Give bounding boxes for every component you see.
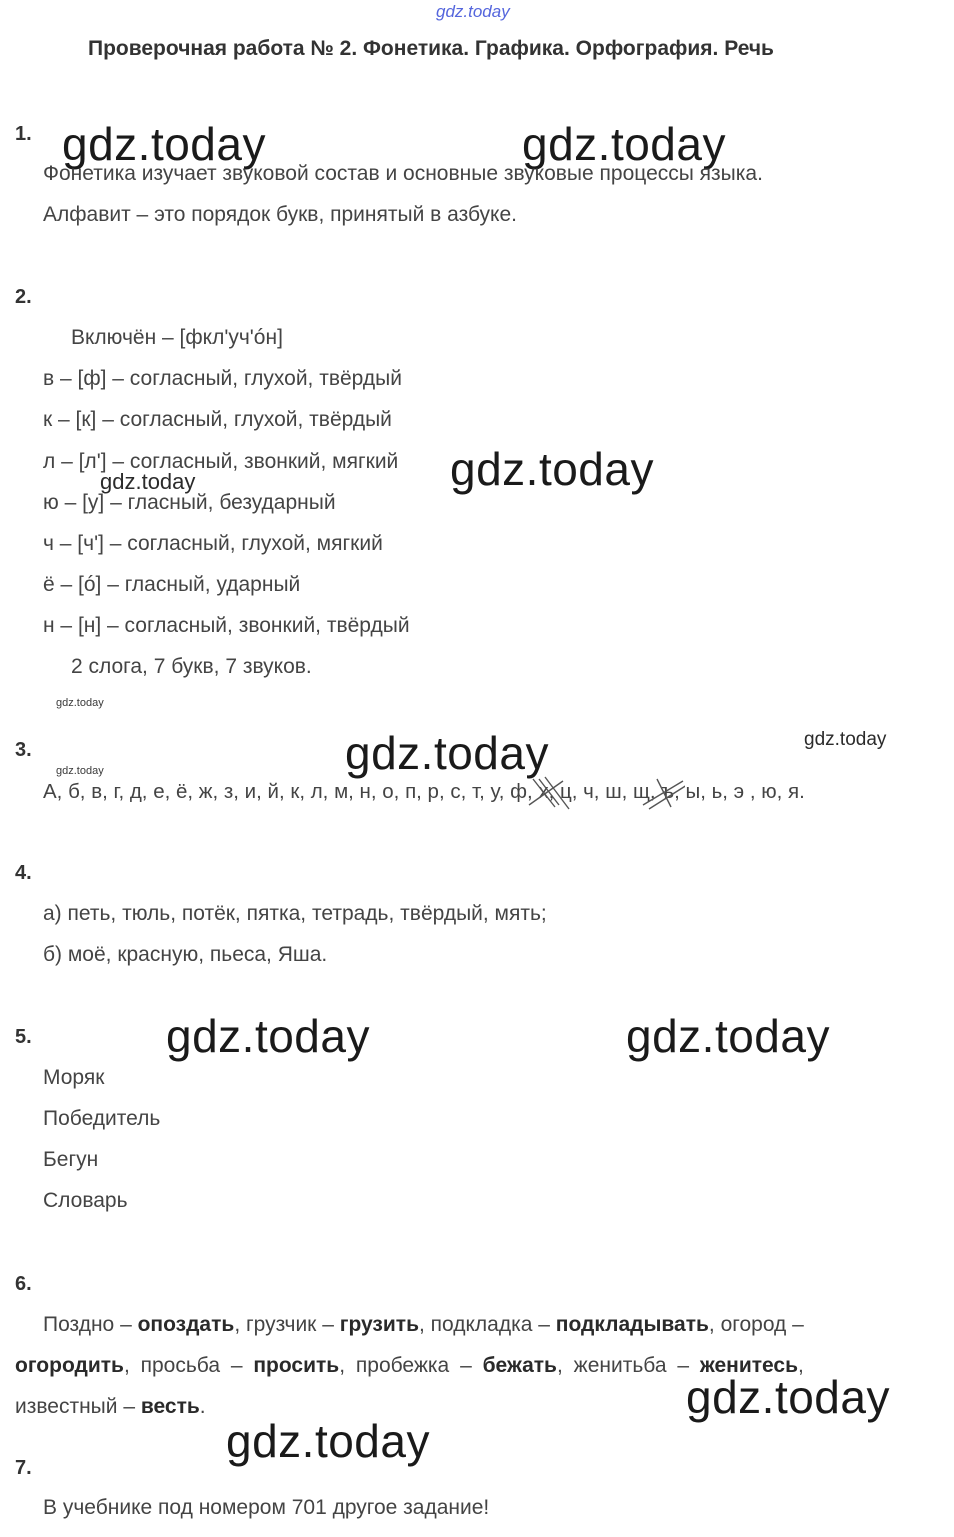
answer-word: просить xyxy=(253,1354,340,1377)
watermark: gdz.today xyxy=(226,1415,430,1467)
answer-word: грузить xyxy=(339,1313,419,1336)
watermark: gdz.today xyxy=(345,727,549,779)
watermark: gdz.today xyxy=(166,1010,370,1062)
task5-word: Победитель xyxy=(43,1107,161,1130)
task6-line-1 xyxy=(43,1313,804,1337)
answer-word: огородить xyxy=(15,1354,124,1377)
text: , пробежка – xyxy=(339,1354,483,1377)
task2-line: л – [л'] – согласный, звонкий, мягкий xyxy=(43,450,399,473)
task7-text: В учебнике под номером 701 другое задание! xyxy=(43,1496,490,1519)
task2-summary: 2 слога, 7 букв, 7 звуков. xyxy=(71,655,312,678)
task1-line: Алфавит – это порядок букв, принятый в азбуке. xyxy=(43,203,517,226)
crossed-out-letters xyxy=(525,775,685,815)
text: Поздно – xyxy=(43,1313,138,1336)
text: , женитьба – xyxy=(556,1354,700,1377)
task1-line: Фонетика изучает звуковой состав и основные звуковые процессы языка. xyxy=(43,162,763,185)
text: , подкладка – xyxy=(418,1313,556,1336)
task-number-7: 7. xyxy=(15,1457,32,1479)
text: . xyxy=(199,1395,206,1418)
task2-line: в – [ф] – согласный, глухой, твёрдый xyxy=(43,367,402,390)
text: , просьба – xyxy=(123,1354,254,1377)
task2-line: ю – [у] – гласный, безударный xyxy=(43,491,336,514)
watermark: gdz.today xyxy=(62,118,266,170)
answer-word: женитесь xyxy=(699,1354,799,1377)
task-number-1: 1. xyxy=(15,123,32,145)
task5-word: Бегун xyxy=(43,1148,99,1171)
task2-line: н – [н] – согласный, звонкий, твёрдый xyxy=(43,614,410,637)
task-number-2: 2. xyxy=(15,286,32,308)
watermark: gdz.today xyxy=(522,118,726,170)
watermark: gdz.today xyxy=(686,1371,890,1423)
header-watermark: gdz.today xyxy=(436,2,510,21)
text: , xyxy=(798,1354,804,1377)
answer-word: опоздать xyxy=(137,1313,235,1336)
task3-alphabet: А, б, в, г, д, е, ё, ж, з, и, й, к, л, м, н, о, п, р, с, т, у, ф, х, ц, ч, ш, щ, ъ, ы, ь, э , ю, я. xyxy=(43,780,805,803)
watermark: gdz.today xyxy=(804,729,887,750)
task-number-4: 4. xyxy=(15,862,32,884)
task4-line: б) моё, красную, пьеса, Яша. xyxy=(43,943,328,966)
task-number-6: 6. xyxy=(15,1273,32,1295)
text: , огород – xyxy=(708,1313,804,1336)
task2-line: ч – [ч'] – согласный, глухой, мягкий xyxy=(43,532,383,555)
text: известный – xyxy=(15,1395,141,1418)
task6-line-3 xyxy=(15,1395,206,1419)
watermark: gdz.today xyxy=(56,765,104,777)
text: , грузчик – xyxy=(234,1313,340,1336)
task4-line: а) петь, тюль, потёк, пятка, тетрадь, твёрдый, мять; xyxy=(43,902,547,925)
task2-line: ё – [ó] – гласный, ударный xyxy=(43,573,301,596)
task5-word: Словарь xyxy=(43,1189,128,1212)
watermark: gdz.today xyxy=(450,443,654,495)
task2-line: к – [к] – согласный, глухой, твёрдый xyxy=(43,408,392,431)
watermark: gdz.today xyxy=(626,1010,830,1062)
watermark: gdz.today xyxy=(100,469,196,494)
answer-word: подкладывать xyxy=(555,1313,709,1336)
task5-word: Моряк xyxy=(43,1066,105,1089)
task-number-3: 3. xyxy=(15,739,32,761)
page-title: Проверочная работа № 2. Фонетика. Графика. Орфография. Речь xyxy=(88,37,774,60)
task2-word: Включён – [фкл'уч'óн] xyxy=(71,326,283,349)
watermark: gdz.today xyxy=(56,697,104,709)
answer-word: бежать xyxy=(482,1354,557,1377)
task-number-5: 5. xyxy=(15,1026,32,1048)
answer-word: весть xyxy=(140,1395,200,1418)
